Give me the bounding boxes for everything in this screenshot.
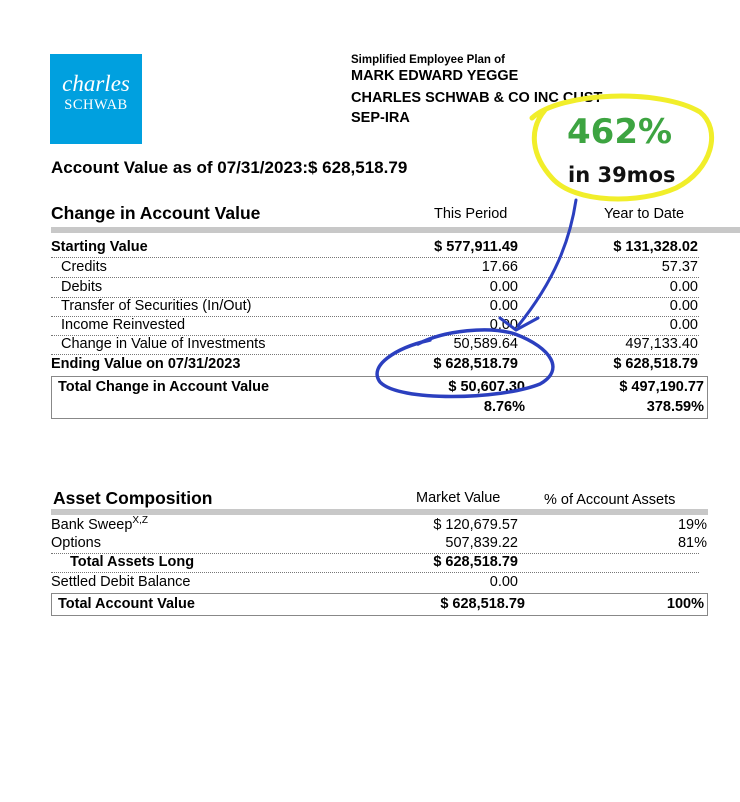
row-period-value: $ 50,607.30 xyxy=(448,379,525,395)
col-header-pct-assets: % of Account Assets xyxy=(544,492,676,508)
col-header-this-period: This Period xyxy=(434,206,508,222)
row-ytd-value: 0.00 xyxy=(669,279,698,295)
row-market-value: 507,839.22 xyxy=(445,535,518,551)
charles-schwab-logo xyxy=(50,54,142,144)
row-label: Debits xyxy=(61,279,103,295)
row-ytd-value: 497,133.40 xyxy=(625,336,698,352)
row-period-value: $ 628,518.79 xyxy=(433,356,518,372)
row-market-value: 0.00 xyxy=(489,574,518,590)
row-ytd-value: $ 628,518.79 xyxy=(613,356,698,372)
row-label: Settled Debit Balance xyxy=(51,574,191,590)
row-label: Ending Value on 07/31/2023 xyxy=(51,356,241,372)
row-period-value: 50,589.64 xyxy=(453,336,518,352)
row-pct-value: 100% xyxy=(666,596,704,612)
logo-line2: SCHWAB xyxy=(64,97,128,113)
asset-section-divider xyxy=(51,509,708,515)
row-ytd-value: $ 497,190.77 xyxy=(619,379,704,395)
row-period-value: 0.00 xyxy=(489,279,518,295)
col-header-market-value: Market Value xyxy=(416,490,501,506)
row-market-value: $ 120,679.57 xyxy=(433,517,518,533)
row-ytd-pct: 378.59% xyxy=(646,399,704,415)
table-row-total-change-pct xyxy=(58,398,704,417)
row-label: Total Assets Long xyxy=(70,554,195,570)
table-row-ending-value xyxy=(51,355,699,374)
row-label: Total Account Value xyxy=(58,596,195,612)
row-label: Options xyxy=(51,535,101,551)
row-ytd-value: $ 131,328.02 xyxy=(613,239,698,255)
table-row xyxy=(51,258,699,278)
account-value-heading: Account Value as of 07/31/2023:$ 628,518.79 xyxy=(51,158,408,177)
row-period-value: $ 577,911.49 xyxy=(434,239,518,255)
account-type: SEP-IRA xyxy=(351,110,410,126)
row-pct-value: 81% xyxy=(677,535,707,551)
row-period-pct: 8.76% xyxy=(483,399,525,415)
total-change-box xyxy=(51,376,708,419)
table-row xyxy=(51,335,699,355)
row-label: Transfer of Securities (In/Out) xyxy=(61,298,252,314)
table-row-total-change xyxy=(58,378,704,397)
row-label: Total Change in Account Value xyxy=(58,379,270,395)
table-row xyxy=(51,316,699,336)
row-market-value: $ 628,518.79 xyxy=(440,596,525,612)
row-market-value: $ 628,518.79 xyxy=(433,554,518,570)
col-header-ytd: Year to Date xyxy=(604,206,685,222)
table-row xyxy=(51,297,699,317)
table-row xyxy=(51,515,707,535)
row-period-value: 17.66 xyxy=(481,259,518,275)
table-row xyxy=(51,534,707,554)
row-ytd-value: 0.00 xyxy=(669,317,698,333)
account-holder-name: MARK EDWARD YEGGE xyxy=(351,68,519,84)
table-row-total-assets-long xyxy=(51,553,699,573)
row-label: Income Reinvested xyxy=(61,317,186,333)
row-label: Bank Sweep$^{X,Z}$ xyxy=(51,515,148,533)
section-divider xyxy=(51,227,740,233)
handwritten-percent: 462% xyxy=(567,112,673,152)
asset-section-title: Asset Composition xyxy=(53,488,213,508)
row-ytd-value: 0.00 xyxy=(669,298,698,314)
table-row xyxy=(51,238,699,258)
handwritten-duration: in 39mos xyxy=(568,163,676,187)
table-row xyxy=(51,278,699,298)
row-label: Starting Value xyxy=(51,239,148,255)
table-row-total-account-value xyxy=(58,595,704,614)
table-row xyxy=(51,573,699,592)
row-period-value: 0.00 xyxy=(489,317,518,333)
footnote-marker: X,Z xyxy=(132,515,148,527)
row-label: Change in Value of Investments xyxy=(61,336,266,352)
plan-line: Simplified Employee Plan of xyxy=(351,54,506,66)
row-ytd-value: 57.37 xyxy=(661,259,698,275)
row-pct-value: 19% xyxy=(677,517,707,533)
row-period-value: 0.00 xyxy=(489,298,518,314)
change-section-title: Change in Account Value xyxy=(51,203,261,223)
total-account-value-box xyxy=(51,593,708,616)
logo-line1: charles xyxy=(62,71,130,96)
custodian-line: CHARLES SCHWAB & CO INC CUST xyxy=(351,90,603,106)
row-label: Credits xyxy=(61,259,107,275)
